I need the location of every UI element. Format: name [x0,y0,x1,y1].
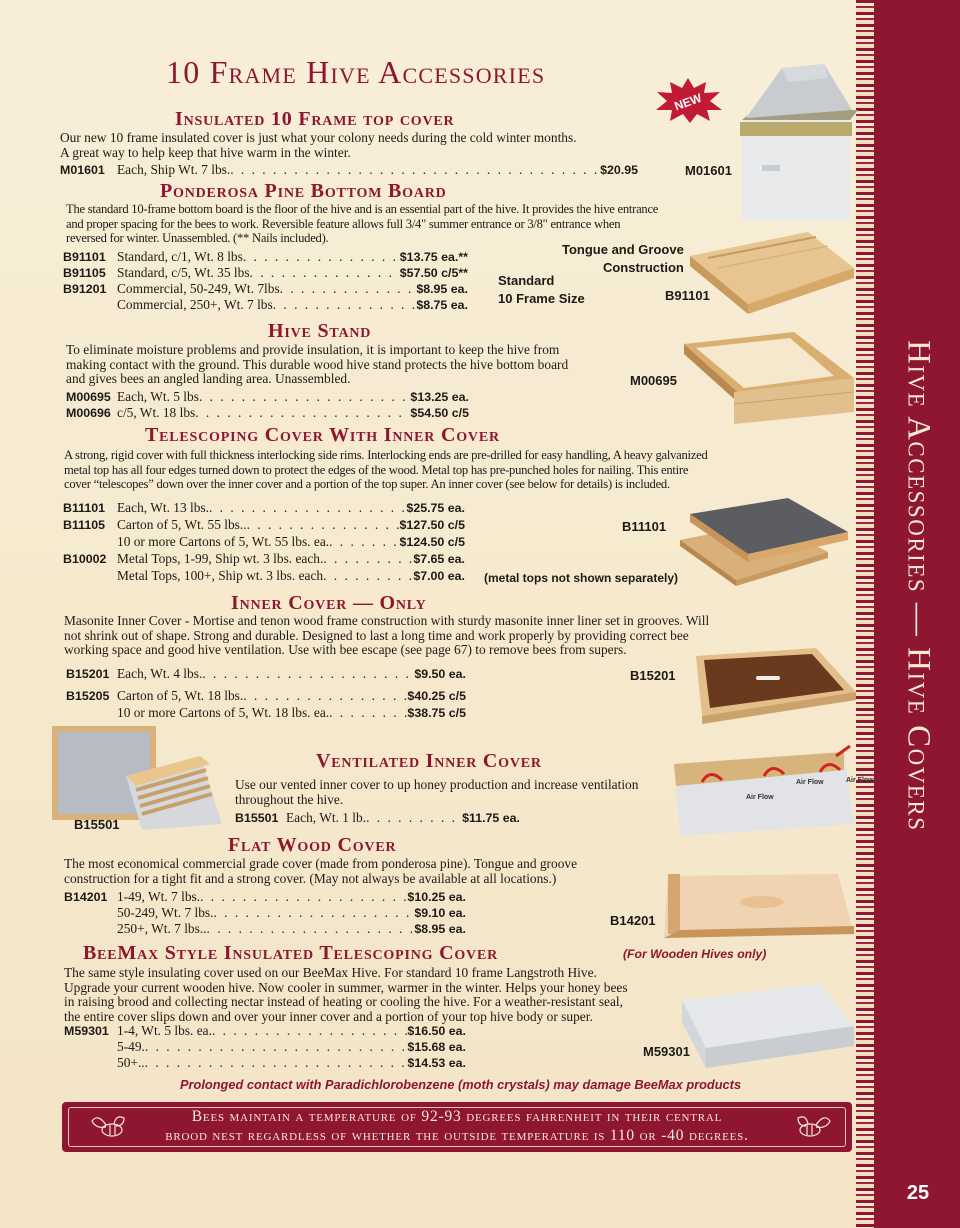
beemax-desc: The same style insulating cover used on our BeeMax Hive. For standard 10 frame Langstroth Hive. Upgrade your current wooden hive. Now cooler in summer, warmer in the winter. Helps your honey bees in raising brood and collecting nectar instead of heating or cooling the hive. For a weather-resistant seal, the entire cover slips down and over your inner cover and a portion of your top hive body or super. [64,965,628,1024]
price-row: M00695 Each, Wt. 5 lbs . . . $13.25 ea. [66,389,469,405]
banner-line-1: Bees maintain a temperature of 92-93 degrees fahrenheit in their central [191,1108,723,1125]
beemax-cover-image [680,982,856,1072]
price-row: Metal Tops, 100+, Ship wt. 3 lbs. each . . . $7.00 ea. [63,568,465,584]
price-row: 5-49. . . . $15.68 ea. [64,1039,466,1055]
metal-tops-note: (metal tops not shown separately) [484,571,679,585]
telescoping-heading: Telescoping Cover With Inner Cover [145,424,500,446]
price-row: B11101 Each, Wt. 13 lbs. . . . $25.75 ea. [63,500,465,516]
new-badge-text: NEW [672,90,704,114]
beemax-heading-note: (For Wooden Hives only) [623,947,767,961]
ventilated-heading: Ventilated Inner Cover [316,750,542,772]
insulated-cover-image [732,60,864,230]
beemax-label: M59301 [643,1044,690,1059]
price-row: M59301 1-4, Wt. 5 lbs. ea. . . . $16.50 ea. [64,1023,466,1039]
ventilated-cover-label-left: B15501 [74,817,120,832]
bottom-board-heading: Ponderosa Pine Bottom Board [160,180,447,202]
hive-stand-label: M00695 [630,373,677,388]
price-row: 250+, Wt. 7 lbs.. . . . $8.95 ea. [64,921,466,937]
hive-stand-heading: Hive Stand [268,320,372,342]
price-row: B91105 Standard, c/5, Wt. 35 lbs . . . $57.50 c/5** [63,265,468,281]
bottom-board-desc: The standard 10-frame bottom board is the floor of the hive and is an essential part of the hive. It provides the hive entrance and proper spacing for the bees to work. Reversible feature allows full 3/4" summer entrance or 3/8" entrance when reversed for winter. Unassembled. (** Nails included). [66,202,659,246]
spine-title: Hive Accessories — Hive Covers [900,340,937,832]
price-row: B15205 Carton of 5, Wt. 18 lbs. . . . $40.25 c/5 [66,688,466,704]
price-row: 50-249, Wt. 7 lbs. . . . $9.10 ea. [64,905,466,921]
insulated-cover-label: M01601 [685,163,732,178]
beemax-heading: BeeMax Style Insulated Telescoping Cover [83,942,499,964]
inner-cover-label: B15201 [630,668,676,683]
flat-wood-label: B14201 [610,913,656,928]
airflow-label: Air Flow [846,777,874,784]
hive-stand-desc: To eliminate moisture problems and provide insulation, it is important to keep the hive from making contact with the ground. This durable wood hive stand protects the hive bottom board and gives bees an angled landing area. Unassembled. [66,342,569,387]
beemax-warning: Prolonged contact with Paradichlorobenzene (moth crystals) may damage BeeMax products [180,1077,742,1092]
price-row: 50+.. . . . $14.53 ea. [64,1055,466,1071]
inner-cover-image [694,646,858,724]
ventilated-desc: Use our vented inner cover to up honey production and increase ventilation throughout the hive. [235,777,639,807]
ventilated-airflow-image [672,742,858,838]
standard-size-label: Standard 10 Frame Size [498,273,585,306]
banner-frame [68,1107,846,1147]
bee-icon [792,1114,832,1140]
price-row: B15201 Each, Wt. 4 lbs. . . . $9.50 ea. [66,666,466,682]
telescoping-label: B11101 [622,519,667,534]
price-row: M01601 Each, Ship Wt. 7 lbs. . . . $20.95 [60,162,638,178]
price-row: 10 or more Cartons of 5, Wt. 18 lbs. ea. . . . $38.75 c/5 [66,705,466,721]
price-row: Commercial, 250+, Wt. 7 lbs . . . $8.75 ea. [63,297,468,313]
price-row: B11105 Carton of 5, Wt. 55 lbs.. . . . $127.50 c/5 [63,517,465,533]
price-row: B14201 1-49, Wt. 7 lbs. . . . $10.25 ea. [64,889,466,905]
ventilated-cover-image [50,724,224,832]
flat-wood-heading: Flat Wood Cover [228,834,397,856]
hive-stand-image [682,330,858,426]
inner-cover-desc: Masonite Inner Cover - Mortise and tenon wood frame construction with sturdy masonite inner liner set in grooves. Will not shrink out of shape. Strong and durable. Designed to last a long time and work properly by providing correct bee working space and good hive ventilation. Use with bee escape (see page 67) to remove bees from supers. [64,613,710,658]
flat-wood-desc: The most economical commercial grade cover (made from ponderosa pine). Tongue and groove construction for a tight fit and a strong cover. (May not always be available at all locations.) [64,856,578,886]
insulated-cover-heading: Insulated 10 Frame top cover [175,108,455,130]
price-row: M00696 c/5, Wt. 18 lbs . . . $54.50 c/5 [66,405,469,421]
bottom-board-image [688,228,856,314]
page-number: 25 [906,1182,930,1204]
new-badge-icon [652,76,724,124]
telescoping-cover-image [678,496,854,588]
insulated-cover-desc: Our new 10 frame insulated cover is just what your colony needs during the cold winter months. A great way to help keep that hive warm in the winter. [60,130,577,160]
price-row: B91101 Standard, c/1, Wt. 8 lbs . . . $13.75 ea.** [63,249,468,265]
bottom-board-label: B91101 [665,288,710,303]
inner-cover-heading: Inner Cover — Only [231,592,427,614]
price-row: B15501 Each, Wt. 1 lb. . . . $11.75 ea. [235,810,520,826]
price-row: B91201 Commercial, 50-249, Wt. 7lbs . . . $8.95 ea. [63,281,468,297]
bee-icon [90,1114,130,1140]
airflow-label: Air Flow [796,779,824,786]
tongue-groove-label: Tongue and Groove Construction [562,242,684,275]
banner-line-2: brood nest regardless of whether the outside temperature is 110 or -40 degrees. [165,1127,749,1144]
airflow-label: Air Flow [746,794,774,801]
telescoping-desc: A strong, rigid cover with full thickness interlocking side rims. Interlocking ends are pre-drilled for easy handling, A heavy galvanized metal top has all four edges turned down to protect the edges of the wood. Metal top has pre-punched holes for nailing. This entire cover “telescopes” down over the inner cover and a portion of the top super. An inner cover (see below for details) is included. [64,448,708,492]
flat-wood-image [662,872,856,940]
price-row: B10002 Metal Tops, 1-99, Ship wt. 3 lbs. each. . . . $7.65 ea. [63,551,465,567]
page-title: 10 Frame Hive Accessories [166,54,546,90]
price-row: 10 or more Cartons of 5, Wt. 55 lbs. ea. . . . $124.50 c/5 [63,534,465,550]
